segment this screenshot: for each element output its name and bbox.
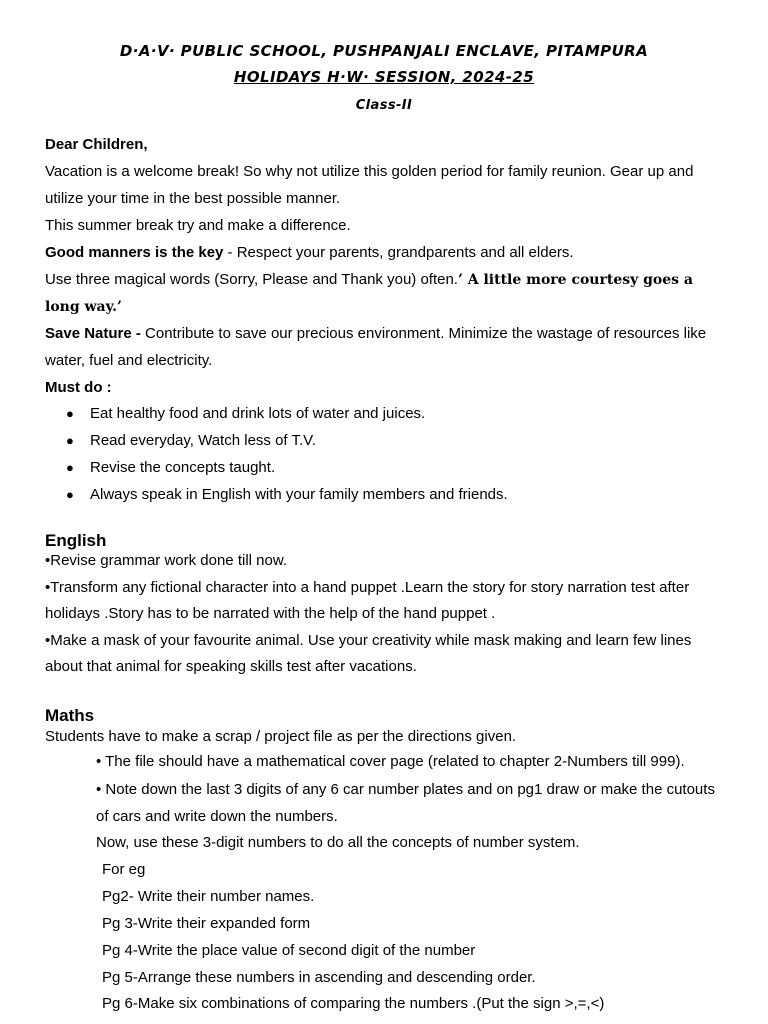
bullet-icon: ● [66,406,74,421]
greeting: Dear Children, [45,136,148,153]
nature-heading: Save Nature - [45,325,141,342]
magic-words-text: Use three magical words (Sorry, Please and Thank you) often. [45,271,458,288]
english-line-5: about that animal for speaking skills test after vacations. [45,658,417,675]
maths-line-4: of cars and write down the numbers. [96,808,338,825]
maths-line-2: • The file should have a mathematical cover page (related to chapter 2-Numbers till 999). [96,753,685,770]
school-name: D·A·V· PUBLIC SCHOOL, PUSHPANJALI ENCLAVE, PITAMPURA [119,42,649,60]
maths-line-8: Pg 3-Write their expanded form [102,915,311,932]
maths-line-9: Pg 4-Write the place value of second digit of the number [102,942,476,959]
english-line-1: •Revise grammar work done till now. [45,552,288,569]
maths-line-3: • Note down the last 3 digits of any 6 car number plates and on pg1 draw or make the cutouts [96,781,715,798]
maths-line-5: Now, use these 3-digit numbers to do all the concepts of number system. [96,834,580,851]
manners-text: - Respect your parents, grandparents and all elders. [223,244,574,261]
intro-line-2: utilize your time in the best possible manner. [45,190,341,207]
bullet-icon: ● [66,487,74,502]
intro-line-1: Vacation is a welcome break! So why not utilize this golden period for family reunion. Gear up and [45,163,694,180]
bullet-icon: ● [66,433,74,448]
courtesy-quote-part-2: long way.’ [45,299,122,315]
maths-line-7: Pg2- Write their number names. [102,888,315,905]
courtesy-quote-part-1: ’ A little more courtesy goes a [457,272,693,288]
bullet-icon: ● [66,460,74,475]
maths-line-11: Pg 6-Make six combinations of comparing the numbers .(Put the sign >,=,<) [102,995,605,1012]
english-line-4: •Make a mask of your favourite animal. Use your creativity while mask making and learn few lines [45,632,692,649]
nature-text: Contribute to save our precious environment. Minimize the wastage of resources like [140,325,707,342]
must-do-item: Read everyday, Watch less of T.V. [90,432,316,449]
english-heading: English [45,531,107,550]
nature-line [45,325,706,343]
class-label: Class-II [355,98,413,113]
maths-line-1: Students have to make a scrap / project file as per the directions given. [45,728,517,745]
must-do-heading: Must do : [45,379,112,396]
session-title: HOLIDAYS H·W· SESSION, 2024-25 [233,68,535,86]
manners-line [45,244,574,262]
english-line-3: holidays .Story has to be narrated with the help of the hand puppet . [45,605,496,622]
english-line-2: •Transform any fictional character into a hand puppet .Learn the story for story narration test after [45,579,690,596]
manners-heading: Good manners is the key [45,244,224,261]
intro-line-3: This summer break try and make a difference. [45,217,351,234]
magic-words-line [45,271,693,289]
nature-line-2: water, fuel and electricity. [45,352,213,369]
maths-line-10: Pg 5-Arrange these numbers in ascending and descending order. [102,969,536,986]
must-do-item: Revise the concepts taught. [90,459,276,476]
must-do-item: Always speak in English with your family members and friends. [90,486,508,503]
maths-heading: Maths [45,706,95,725]
must-do-item: Eat healthy food and drink lots of water and juices. [90,405,426,422]
maths-line-6: For eg [102,861,146,878]
